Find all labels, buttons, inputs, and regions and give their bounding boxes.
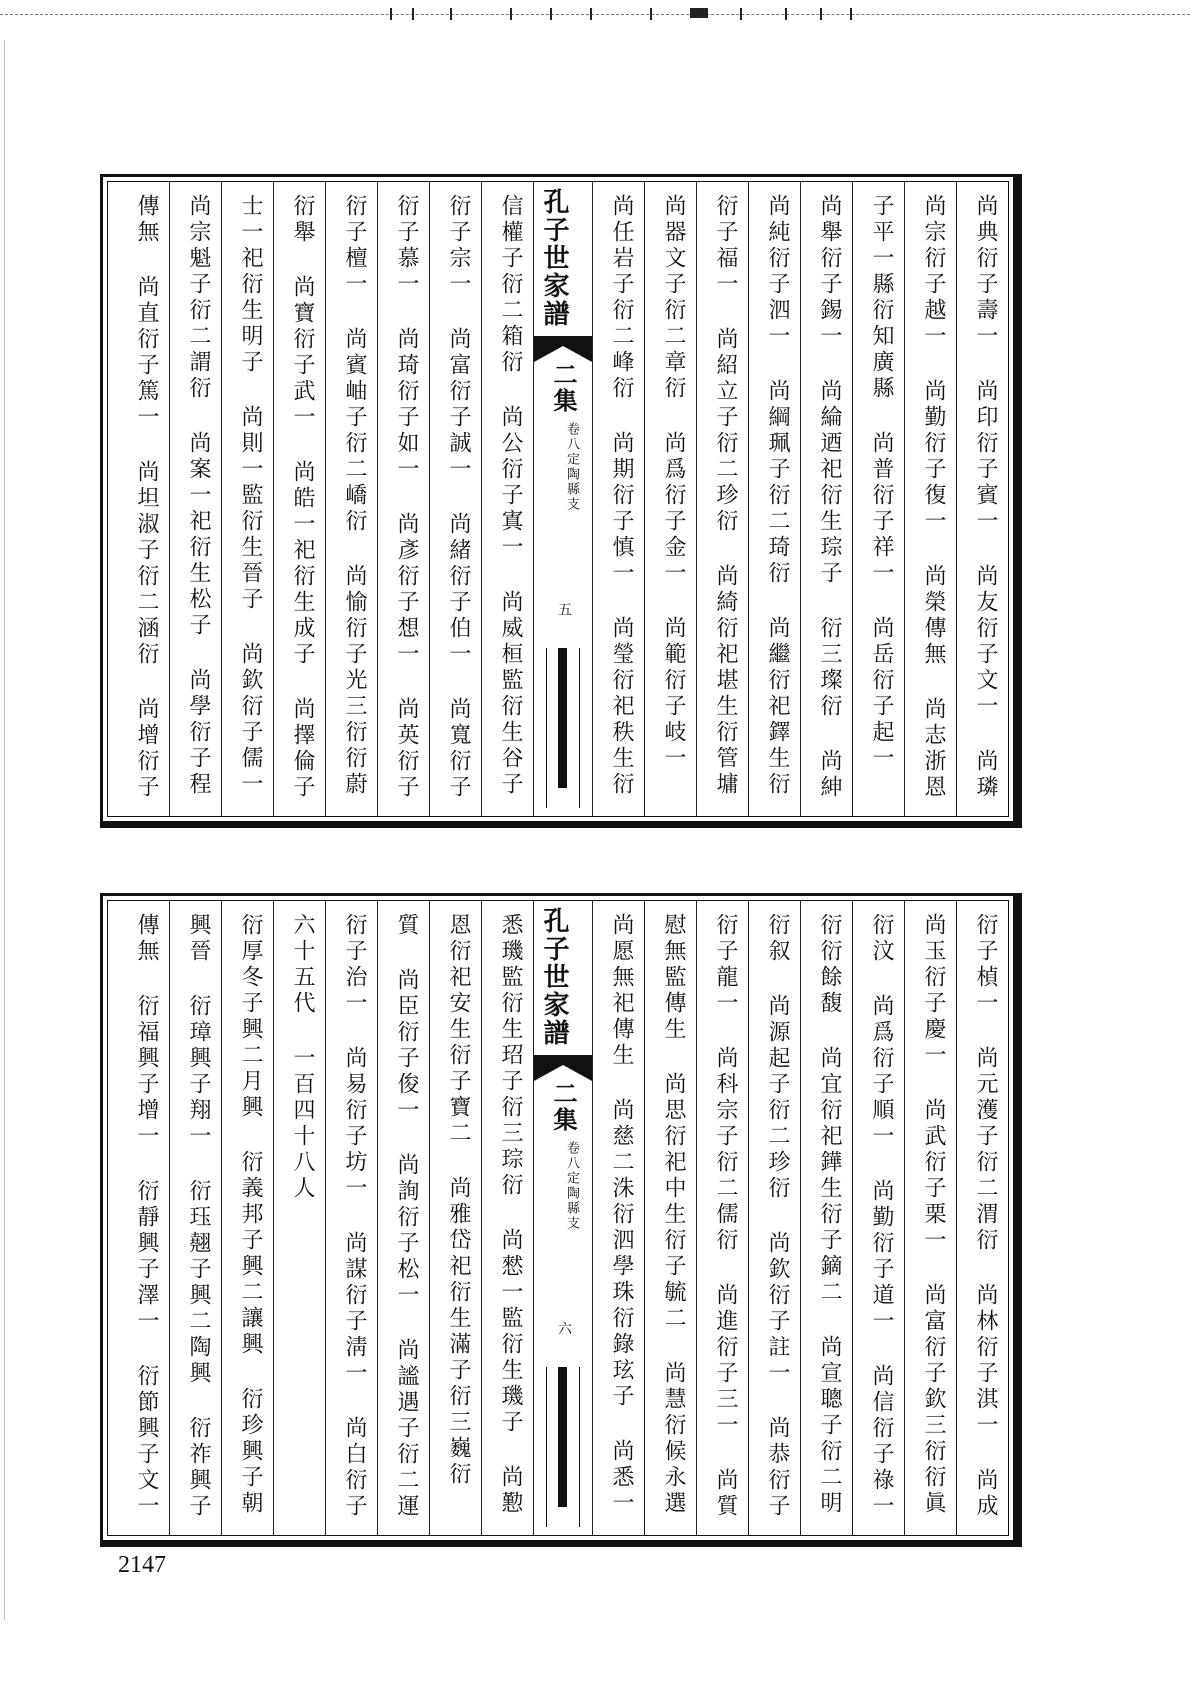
lower-column <box>904 901 956 1535</box>
volume-branch-label <box>562 422 581 512</box>
column-text: 衍汶 尚爲衍子順一 尚勤衍子道一 尚信衍子祿一 <box>869 913 894 1520</box>
column-text: 尚任岩子衍二峰衍 尚期衍子慎一 尚瑩衍祀秩生衍 <box>609 194 634 798</box>
volume-label: 卷八 <box>564 422 579 452</box>
column-text: 恩衍祀安生衍子寶二 尚雅岱祀衍生滿子衍三巍衍 <box>446 913 471 1488</box>
column-text: 慰無監傳生 尚思衍祀中生衍子毓二 尚慧衍候永選 <box>661 913 686 1517</box>
column-text: 尚舉衍子錫一 尚綸迺祀衍生琮子 衍三璨衍 尚紳 <box>817 194 842 801</box>
strip-rule <box>579 1367 580 1527</box>
page-number: 2147 <box>118 1552 166 1578</box>
strip-rule <box>546 648 547 808</box>
column-text: 興晉 衍璋興子翔一 衍珏翹子興二陶興 衍祚興子 <box>186 913 211 1520</box>
column-text: 信權子衍二箱衍 尚公衍子寘一 尚威桓監衍生谷子 <box>498 194 523 798</box>
upper-column <box>325 182 377 816</box>
upper-column <box>748 182 800 816</box>
collection-label: 二集 <box>549 1081 578 1133</box>
column-text: 質 尚臣衍子俊一 尚詢衍子松一 尚謐遇子衍二運 <box>394 913 419 1520</box>
volume-label: 卷八 <box>564 1141 579 1171</box>
upper-column <box>696 182 748 816</box>
leaf-number: 六 <box>556 1321 572 1335</box>
upper-column <box>221 182 273 816</box>
column-text: 衍厚冬子興二月興 衍義邦子興二讓興 衍珍興子朝 <box>238 913 263 1517</box>
collection-label: 二集 <box>549 362 578 414</box>
lower-column <box>592 901 644 1535</box>
column-text: 尚宗魁子衍二謂衍 尚案一祀衍生松子 尚學衍子程 <box>186 194 211 798</box>
column-text: 衍舉 尚寶衍子武一 尚皓一祀衍生成子 尚擇倫子 <box>290 194 315 801</box>
branch-label: 定陶縣支 <box>564 452 579 512</box>
lower-column <box>169 901 221 1535</box>
scan-top-marks <box>390 8 950 20</box>
upper-column <box>852 182 904 816</box>
book-title: 孔子世家譜 <box>539 907 569 1047</box>
lower-column <box>481 901 533 1535</box>
volume-branch-label <box>562 1141 581 1231</box>
lower-column <box>325 901 377 1535</box>
upper-column <box>377 182 429 816</box>
strip-rule <box>546 1367 547 1527</box>
strip-rule <box>579 648 580 808</box>
genealogy-page-upper <box>100 174 1022 828</box>
column-text: 尚愿無祀傳生 尚慈二洙衍泗學珠衍錄玹子 尚悉一 <box>609 913 634 1517</box>
column-text: 尚宗衍子越一 尚勤衍子復一 尚榮傳無 尚志浙恩 <box>921 194 946 801</box>
column-text: 尚典衍子壽一 尚印衍子賓一 尚友衍子文一 尚璘 <box>973 194 998 801</box>
lower-column <box>644 901 696 1535</box>
column-text: 傳無 尚直衍子篤一 尚坦淑子衍二涵衍 尚增衍子 <box>134 194 159 801</box>
column-text: 衍衍餘馥 尚宜衍祀鏵生衍子鏑二 尚宣聰子衍二明 <box>817 913 842 1517</box>
lower-column <box>221 901 273 1535</box>
column-text: 尚玉衍子慶一 尚武衍子栗一 尚富衍子欽三衍衍眞 <box>921 913 946 1517</box>
upper-column <box>644 182 696 816</box>
column-text: 子平一縣衍知廣縣 尚普衍子祥一 尚岳衍子起一 <box>869 194 894 772</box>
lower-column <box>117 901 169 1535</box>
branch-label: 定陶縣支 <box>564 1171 579 1231</box>
lower-title-strip <box>533 901 592 1535</box>
lower-column <box>800 901 852 1535</box>
column-text: 衍子福一 尚紹立子衍二珍衍 尚綺衍祀堪生衍管墉 <box>713 194 738 798</box>
upper-column <box>117 182 169 816</box>
upper-column <box>481 182 533 816</box>
upper-columns <box>108 182 1008 816</box>
genealogy-page-lower <box>100 893 1022 1547</box>
strip-bar <box>558 648 567 788</box>
column-text: 衍子龍一 尚科宗子衍二儒衍 尚進衍子三一 尚質 <box>713 913 738 1520</box>
column-text: 士一祀衍生明子 尚則一監衍生晉子 尚欽衍子儒一 <box>238 194 263 798</box>
lower-column <box>852 901 904 1535</box>
book-title: 孔子世家譜 <box>539 188 569 328</box>
upper-column <box>592 182 644 816</box>
upper-column <box>956 182 1008 816</box>
column-text: 悉璣監衍生玿子衍三琮衍 尚憖一監衍生璣子 尚懃 <box>498 913 523 1517</box>
lower-columns <box>108 901 1008 1535</box>
fish-tail-mark-icon <box>534 336 592 362</box>
column-text: 衍子檀一 尚賓岫子衍二嶠衍 尚愉衍子光三衍衍蔚 <box>342 194 367 798</box>
column-text: 衍子宗一 尚富衍子誠一 尚緒衍子伯一 尚寬衍子 <box>446 194 471 801</box>
upper-column <box>273 182 325 816</box>
strip-bar <box>558 1367 567 1507</box>
lower-column <box>696 901 748 1535</box>
column-text: 六十五代 一百四十八人 <box>290 913 315 1202</box>
lower-column <box>273 901 325 1535</box>
lower-column <box>956 901 1008 1535</box>
scan-left-edge <box>4 40 5 1620</box>
lower-column <box>429 901 481 1535</box>
column-text: 衍叙 尚源起子衍二珍衍 尚欽衍子註一 尚恭衍子 <box>765 913 790 1520</box>
lower-column <box>377 901 429 1535</box>
upper-column <box>800 182 852 816</box>
fish-tail-mark-icon <box>534 1055 592 1081</box>
column-text: 尚純衍子泗一 尚綱珮子衍二琦衍 尚繼衍祀鐸生衍 <box>765 194 790 798</box>
column-text: 衍子治一 尚易衍子坊一 尚謀衍子淸一 尚白衍子 <box>342 913 367 1520</box>
column-text: 衍子慕一 尚琦衍子如一 尚彥衍子想一 尚英衍子 <box>394 194 419 801</box>
column-text: 衍子楨一 尚元濩子衍二渭衍 尚林衍子淇一 尚成 <box>973 913 998 1520</box>
upper-column <box>904 182 956 816</box>
upper-column <box>429 182 481 816</box>
leaf-number: 五 <box>556 602 572 616</box>
column-text: 尚器文子衍二章衍 尚爲衍子金一 尚範衍子岐一 <box>661 194 686 772</box>
column-text: 傳無 衍福興子增一 衍靜興子澤一 衍節興子文一 <box>134 913 159 1520</box>
upper-column <box>169 182 221 816</box>
lower-column <box>748 901 800 1535</box>
upper-title-strip <box>533 182 592 816</box>
